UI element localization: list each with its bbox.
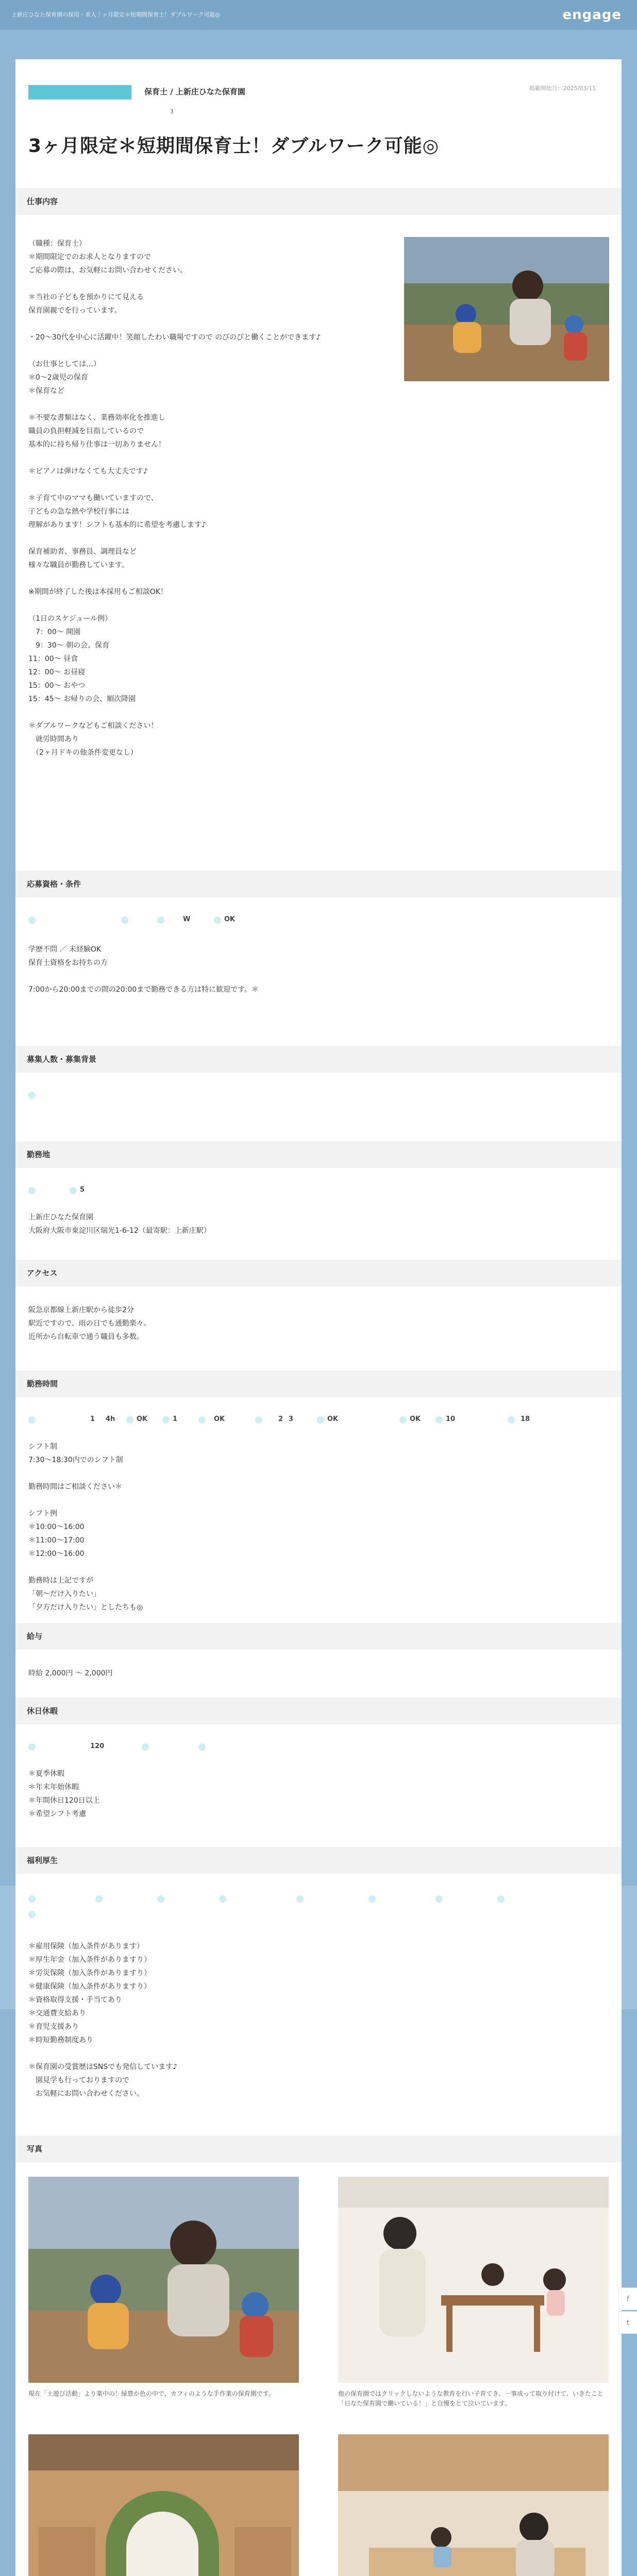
gallery-caption-2: 他の保育園ではクリックしないような教育を行い子育てき、一事成って取り付けて、いきたこと「日なた保育園で働いている！」と自慢をとて泣いています。 (338, 2390, 604, 2407)
tag-dot (296, 1895, 304, 1903)
gallery-caption-1: 現在「土遊び活動」より楽中の！緑豊か色の中で、カフィのような手作業の保育園です。 (28, 2390, 275, 2397)
tag-label: 3 (289, 1415, 294, 1423)
holidays-text: ＊夏季休暇 ＊年末年始休暇 ＊年間休日120日以上 ＊希望シフト考慮 (28, 1770, 100, 1818)
section-heading-access: アクセス (15, 1260, 622, 1286)
gallery-photo-1 (28, 2177, 299, 2383)
tag-dot (162, 1416, 170, 1423)
tag-label: OK (137, 1415, 148, 1423)
tag-dot (28, 1416, 36, 1423)
posted-date: 掲載開始日：2025/03/11 (529, 85, 596, 92)
tag-label: W (183, 916, 191, 923)
section-heading-location: 勤務地 (15, 1141, 622, 1168)
access-text: 阪急京都線上新庄駅から徒歩2分 駅近ですので、雨の日でも通勤楽々。 近所から自転車で通う職員も多数。 (28, 1306, 151, 1341)
accent-badge (28, 85, 131, 99)
facebook-share-icon[interactable]: f (618, 2287, 637, 2310)
tag-dot (28, 1743, 36, 1751)
section-heading-benefits: 福利厚生 (15, 1847, 622, 1874)
engage-logo[interactable]: engage (562, 7, 622, 23)
tag-dot (508, 1416, 515, 1423)
tag-dot (219, 1895, 226, 1903)
tag-label: 1 (90, 1415, 95, 1423)
section-heading-hours: 勤務時間 (15, 1370, 622, 1397)
tag-label: 4h (106, 1415, 115, 1423)
tag-dot (28, 917, 36, 924)
tag-label: 120 (90, 1742, 105, 1750)
tag-dot (399, 1416, 407, 1423)
tag-label: 2 (278, 1415, 283, 1423)
tag-dot (28, 1895, 36, 1903)
gallery-photo-2 (338, 2177, 609, 2383)
tag-dot (198, 1416, 206, 1423)
tag-dot (317, 1416, 324, 1423)
benefit-tags (28, 1893, 595, 1924)
section-heading-headcount: 募集人数・募集背景 (15, 1046, 622, 1073)
tag-label: 10 (446, 1415, 456, 1423)
section-heading-requirements: 応募資格・条件 (15, 871, 622, 897)
gallery-photo-4 (338, 2434, 609, 2576)
tag-dot (142, 1743, 149, 1751)
tag-dot (214, 917, 221, 924)
tag-dot (198, 1743, 206, 1751)
work-description: （職種：保育士） ＊期間限定でのお求人となりますので ご応募の際は、お気軽にお問い合わせください。 ＊当社の子どもを預かりにて見える 保育園親でを行っています。 ・20〜30代を中心に活躍中！笑顔したわい職場ですので のびのびと働くことができます♪ （お仕事としては…） ＊0〜2歳児の保育 ＊保育など ＊不要な書類はなく、業務効率化を推進し 職員の負担軽減を目指しているので 基本的に持ち帰り仕事は一切ありません！ ＊ピアノは弾けなくても大丈夫です♪ ＊子育て中のママも働いていますので、 子どもの急な熱や学校行事には 理解があります！シフトも基本的に希望を考慮します♪ 保育補助者、事務員、調理員など 様々な職員が勤務しています。 ※期間が終了した後は本採用もご相談OK！ （1日のスケジュール例） 7：00〜 開園 9：30〜 朝の会、保育 11：00〜 昼食 12：00〜 お昼寝 15：00〜 おやつ 15：45〜 お帰りの会、順次降園 ＊ダブルワークなどもご相談ください！ 就労時間あり （2ヶ月ドキの他条件変更なし） (28, 240, 321, 757)
job-card (15, 59, 622, 2576)
tag-label: OK (410, 1415, 421, 1423)
work-photo (404, 237, 609, 381)
twitter-share-icon[interactable]: t (618, 2311, 637, 2334)
tag-dot (28, 1911, 36, 1918)
job-number-mark: 3 (170, 108, 174, 115)
gallery-photo-3 (28, 2434, 299, 2576)
benefits-text: ＊雇用保険（加入条件があります） ＊厚生年金（加入条件がありますり） ＊労災保険（加入条件がありますり） ＊健康保険（加入条件がありますり） ＊資格取得支援・手当てあり ＊交通費支給あり ＊育児支援あり ＊時短勤務制度あり ＊保育園の受賞歴はSNSでも発信しています♪ 園見学も行っておりますので お気軽にお問い合わせください。 (28, 1942, 178, 2098)
requirements-text: 学歴不問 ／ 未経験OK 保育士資格をお持ちの方 7:00から20:00までの間の20:00まで勤務できる方は特に歓迎です。＊ (28, 945, 259, 994)
tag-dot (497, 1895, 505, 1903)
location-text: 上新庄ひなた保育園 大阪府大阪市東淀川区瑞光1-6-12（最寄駅：上新庄駅） (28, 1213, 211, 1235)
tag-dot (126, 1416, 133, 1423)
tag-label: 5 (80, 1186, 85, 1194)
location-tags (28, 1185, 234, 1198)
tag-label: OK (214, 1415, 225, 1423)
tag-label: OK (327, 1415, 339, 1423)
tag-dot (28, 1187, 36, 1194)
tag-dot (368, 1895, 376, 1903)
hours-text: シフト制 7:30〜18:30内でのシフト制 勤務時間はご相談ください＊ シフト例 ＊10:00〜16:00 ＊11:00〜17:00 ＊12:00〜16:00 勤務時は上記ですが 「朝〜だけ入りたい」 「夕方だけ入りたい」としたちも◎ (28, 1443, 143, 1612)
headcount-tags (28, 1090, 131, 1103)
tag-dot (95, 1895, 103, 1903)
requirements-tags (28, 914, 595, 928)
holiday-tags (28, 1741, 338, 1755)
section-heading-salary: 給与 (15, 1623, 622, 1650)
hours-tags (28, 1414, 595, 1428)
tag-dot (70, 1187, 77, 1194)
top-bar (0, 0, 637, 30)
tag-dot (28, 1092, 36, 1099)
tag-dot (255, 1416, 262, 1423)
tag-dot (157, 1895, 164, 1903)
section-heading-photos: 写真 (15, 2136, 622, 2162)
job-category: 保育士 / 上新庄ひなた保育園 (144, 87, 245, 96)
tag-dot (435, 1416, 443, 1423)
section-heading-work: 仕事内容 (15, 188, 622, 215)
tag-dot (157, 917, 164, 924)
tag-label: 1 (173, 1415, 178, 1423)
tag-label: OK (224, 916, 236, 923)
salary-text: 時給 2,000円 〜 2,000円 (28, 1669, 113, 1677)
tag-dot (435, 1895, 443, 1903)
tag-dot (121, 917, 128, 924)
job-title: 3ヶ月限定＊短期間保育士！ダブルワーク可能◎ (28, 135, 440, 157)
tag-label: 18 (521, 1415, 530, 1423)
section-heading-holidays: 休日休暇 (15, 1698, 622, 1724)
header-tagline: 上新庄ひなた保育園の採用・求人｜ヶ月限定＊短期間保育士！ダブルワーク可能◎ (11, 11, 221, 18)
